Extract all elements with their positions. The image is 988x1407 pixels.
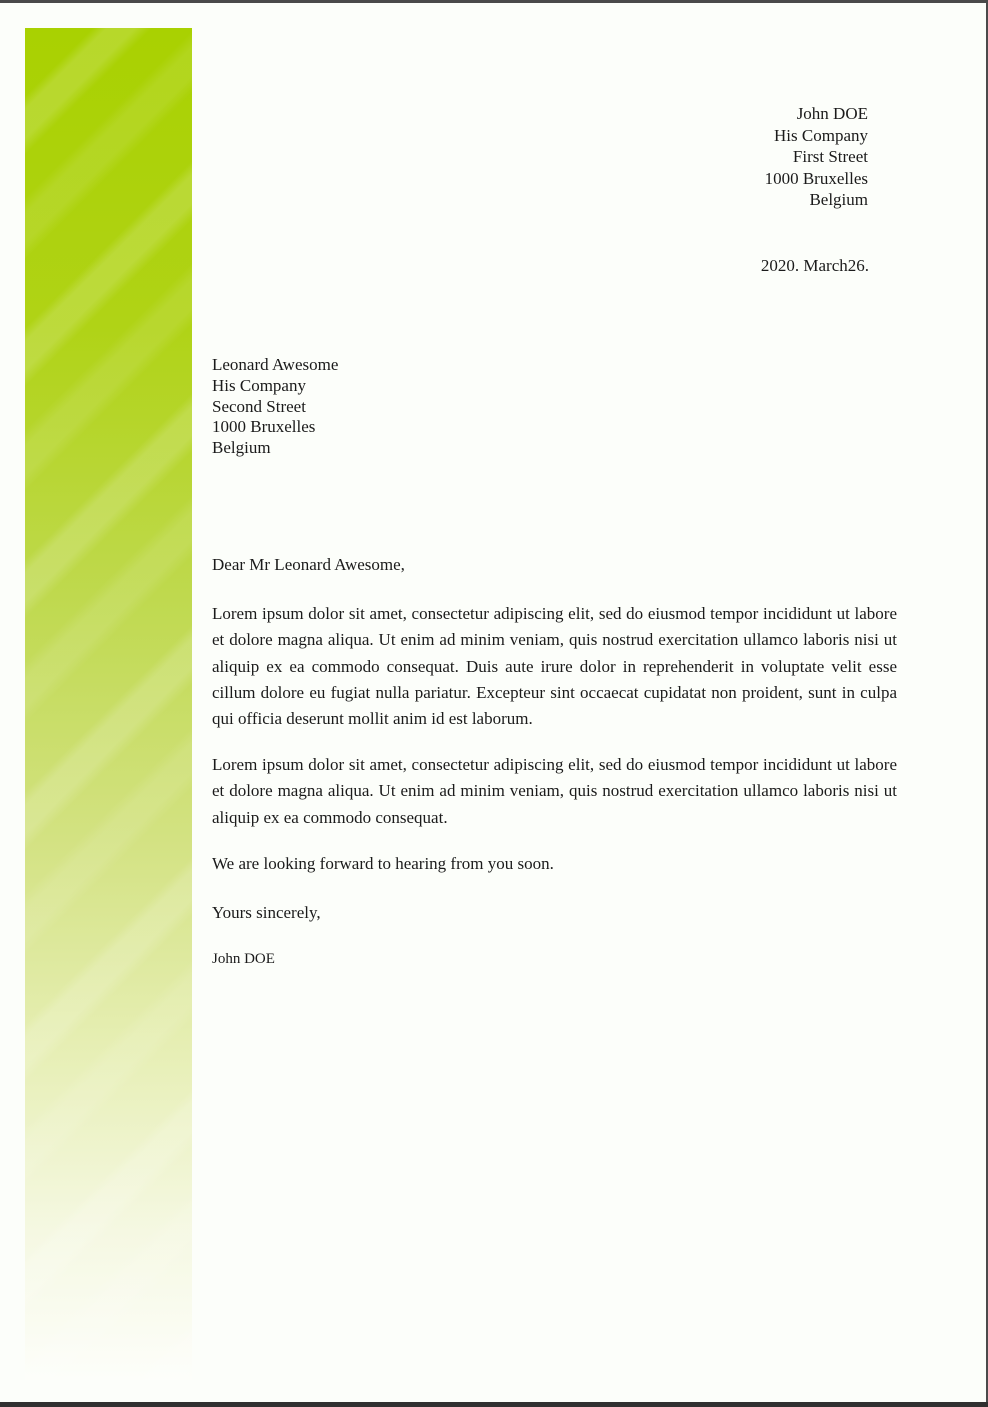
recipient-company: His Company [212,375,306,395]
valediction: Yours sincerely, [212,903,321,922]
green-gradient-sidebar [25,28,192,1380]
sender-city: 1000 Bruxelles [764,168,868,188]
recipient-city: 1000 Bruxelles [212,417,316,437]
recipient-name: Leonard Awesome [212,355,339,374]
body-paragraph-1: Lorem ipsum dolor sit amet, consectetur adipiscing elit, sed do eiusmod tempor incididunt ut labore et dolore magna aliqua. Ut enim ad minim veniam, quis nostrud exercitation ullamco laboris nisi ut aliquip ex ea commodo consequat. Duis aute irure dolor in reprehenderit in voluptate velit esse cillum dolore eu fugiat nulla pariatur. Excepteur sint occaecat cupidatat non proident, sunt in culpa qui officia deserunt mollit anim id est laborum. [212,604,897,729]
sender-name: John DOE [796,104,868,123]
sender-address-block [765,103,868,211]
recipient-street: Second Street [212,396,306,416]
closing-line: We are looking forward to hearing from you soon. [212,854,554,873]
letter-date: 2020. March26. [760,256,869,275]
page-border-top [0,0,988,3]
salutation: Dear Mr Leonard Awesome, [212,555,405,574]
signature-name: John DOE [212,951,275,967]
recipient-address-block [212,355,338,459]
sender-company: His Company [774,125,868,145]
body-paragraph-2: Lorem ipsum dolor sit amet, consectetur adipiscing elit, sed do eiusmod tempor incididunt ut labore et dolore magna aliqua. Ut enim ad minim veniam, quis nostrud exercitation ullamco laboris nisi ut aliquip ex ea commodo consequat. [212,755,897,827]
page-border-bottom [0,1402,988,1407]
sender-country: Belgium [809,190,868,210]
sender-street: First Street [792,147,868,167]
recipient-country: Belgium [212,438,271,458]
